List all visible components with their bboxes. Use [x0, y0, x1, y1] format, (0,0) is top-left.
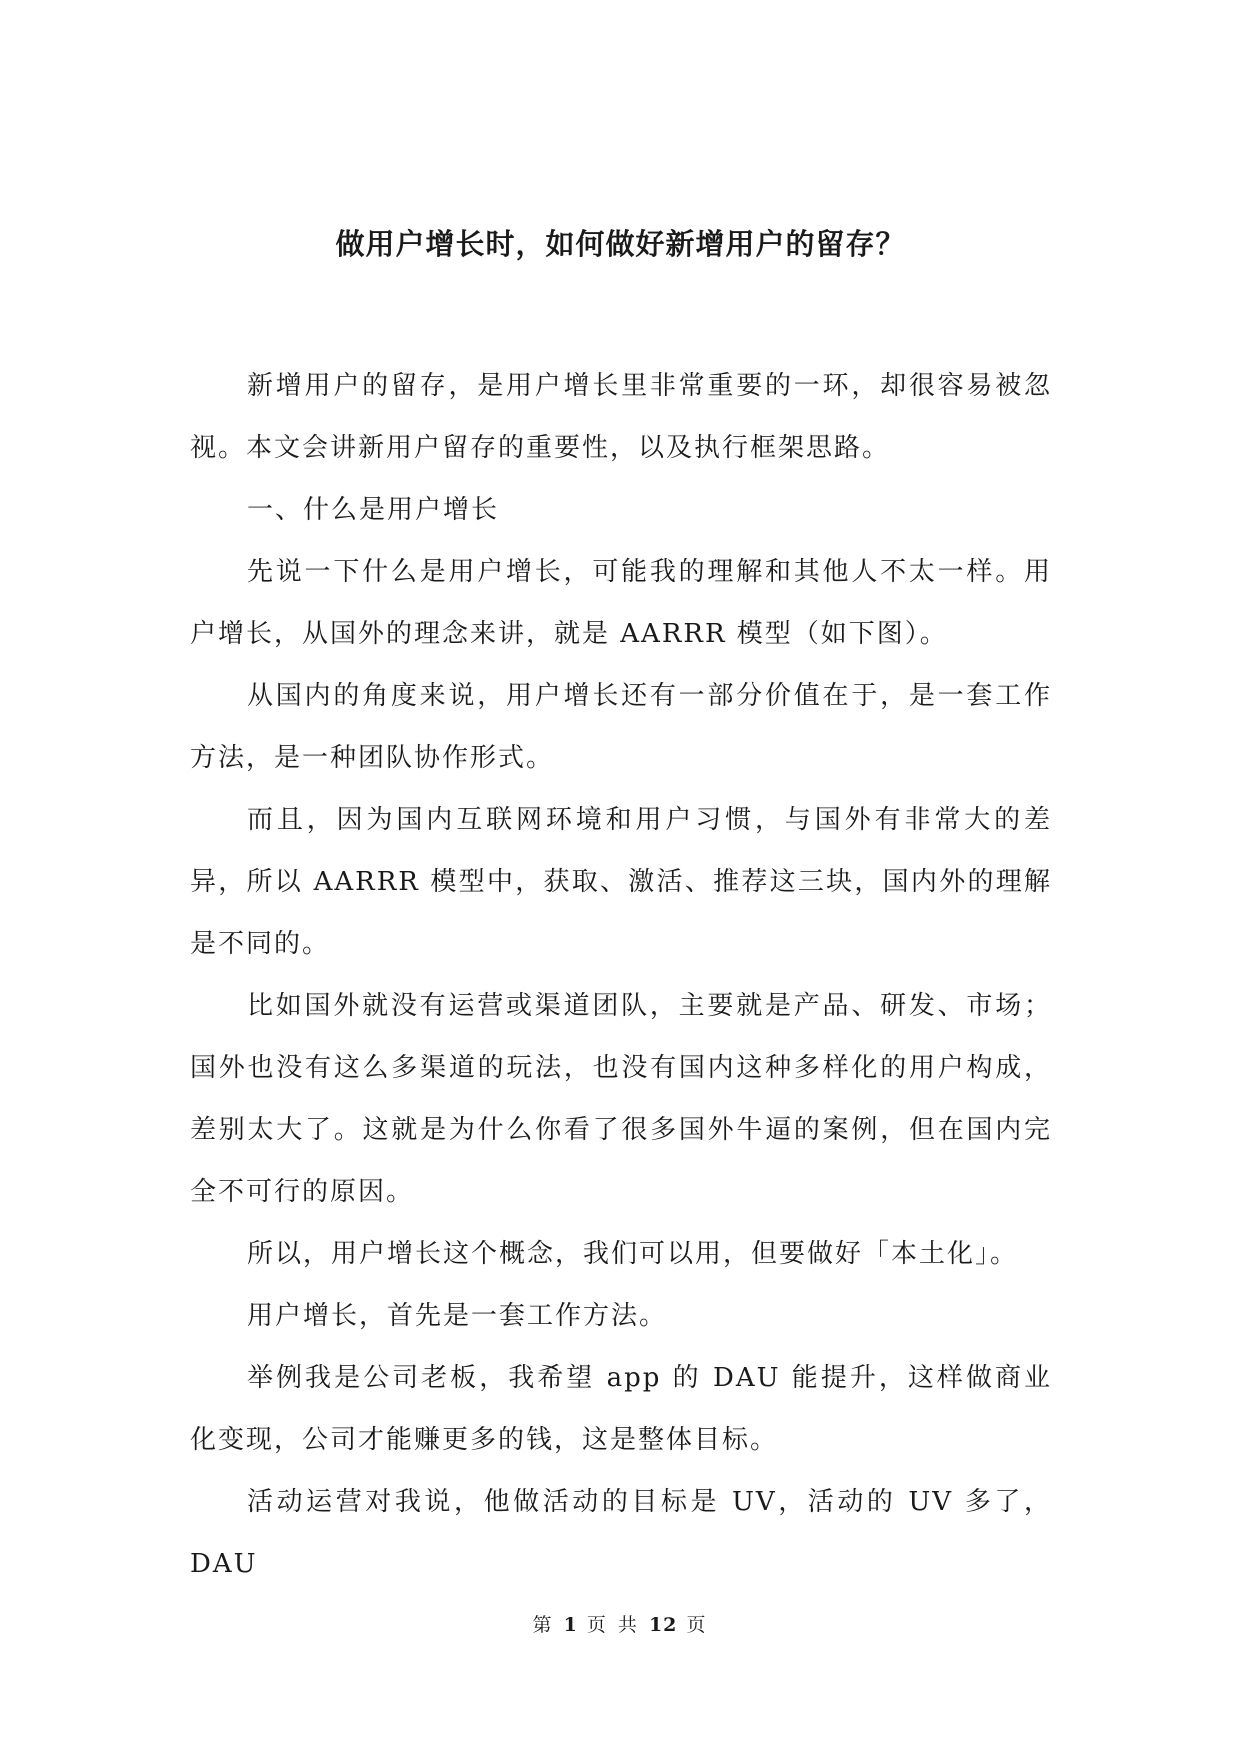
footer-suffix: 页: [686, 1614, 709, 1636]
document-body: [190, 355, 1052, 1595]
paragraph: 举例我是公司老板，我希望 app 的 DAU 能提升，这样做商业化变现，公司才能赚更多的钱，这是整体目标。: [190, 1363, 1052, 1455]
paragraph: 而且，因为国内互联网环境和用户习惯，与国外有非常大的差异，所以 AARRR 模型中，获取、激活、推荐这三块，国内外的理解是不同的。: [190, 805, 1052, 959]
total-page-count: 12: [648, 1614, 678, 1636]
paragraph: 新增用户的留存，是用户增长里非常重要的一环，却很容易被忽视。本文会讲新用户留存的重要性，以及执行框架思路。: [190, 371, 1052, 463]
paragraph: 用户增长，首先是一套工作方法。: [247, 1301, 668, 1331]
paragraph: 先说一下什么是用户增长，可能我的理解和其他人不太一样。用户增长，从国外的理念来讲，就是 AARRR 模型（如下图）。: [190, 557, 1052, 649]
footer-prefix: 第: [532, 1614, 555, 1636]
current-page-number: 1: [563, 1614, 578, 1636]
paragraph: 从国内的角度来说，用户增长还有一部分价值在于，是一套工作方法，是一种团队协作形式。: [190, 681, 1052, 773]
section-heading: 一、什么是用户增长: [247, 495, 500, 525]
page-footer: [0, 1611, 1241, 1639]
paragraph: 比如国外就没有运营或渠道团队，主要就是产品、研发、市场；国外也没有这么多渠道的玩法，也没有国内这种多样化的用户构成，差别太大了。这就是为什么你看了很多国外牛逼的案例，但在国内完全不可行的原因。: [190, 991, 1052, 1207]
paragraph: 所以，用户增长这个概念，我们可以用，但要做好「本土化」。: [247, 1239, 1019, 1269]
paragraph: 活动运营对我说，他做活动的目标是 UV，活动的 UV 多了，DAU: [190, 1487, 1052, 1579]
footer-middle: 页 共: [586, 1614, 640, 1636]
document-title: 做用户增长时，如何做好新增用户的留存？: [335, 227, 906, 261]
